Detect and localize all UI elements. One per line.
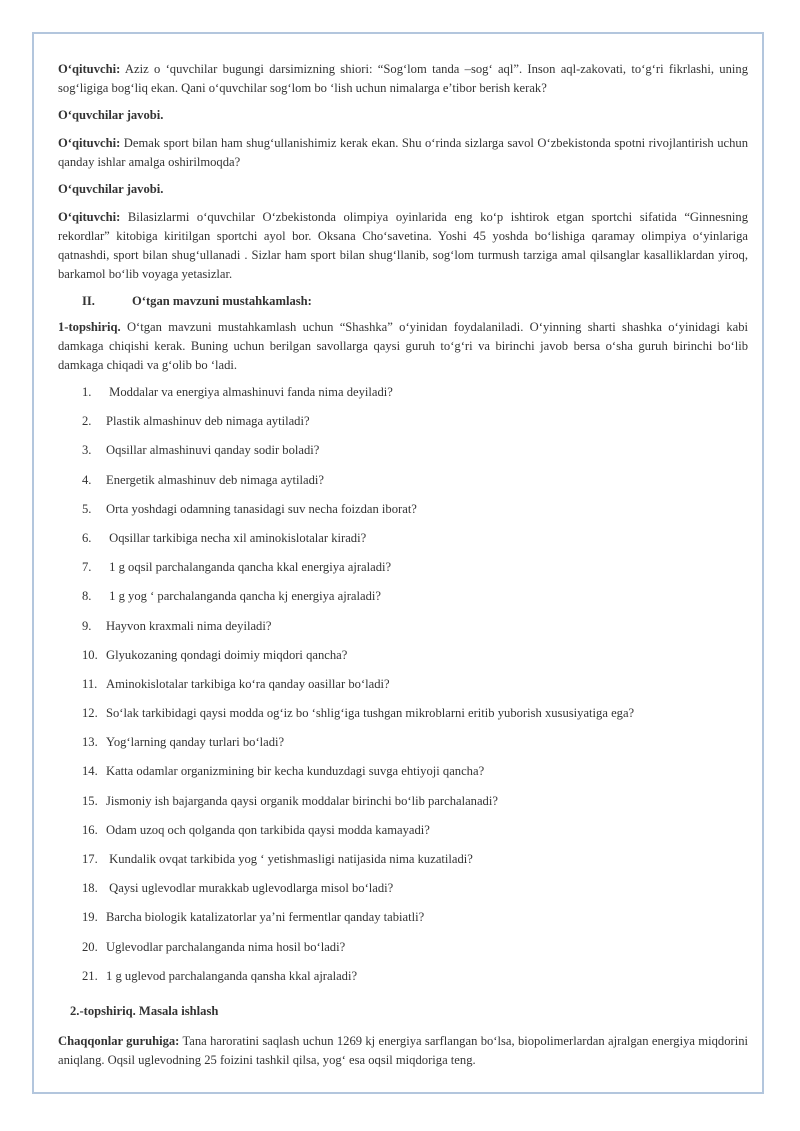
question-text: Plastik almashinuv deb nimaga aytiladi? bbox=[106, 414, 310, 429]
speaker-label: O‘qituvchi: bbox=[58, 210, 121, 224]
speech-text: Bilasizlarmi o‘quvchilar O‘zbekistonda olimpiya oyinlarida eng ko‘p ishtirok etgan sportchi sifatida “Ginnesning rekordlar” kitobiga kiritilgan sportchi ayol bor. Oksana Cho‘savetina. Yoshi 45 yoshda bo‘lishiga qaramay olimpiya o‘yinlariga qatnashdi, sport bilan shug‘ullanadi . Sizlar ham sport bilan shug‘llanib, sog‘lom turmush tarziga amal qilsanglar kasalliklardan yiroq, barkamol bo‘lib voyaga yetasizlar. bbox=[58, 210, 748, 281]
question-number: 5. bbox=[82, 501, 92, 516]
group-task-text: Tana haroratini saqlash uchun 1269 kj energiya sarflangan bo‘lsa, biopolimerlardan ajralgan energiya miqdorini aniqlang. Oqsil uglevodning 25 foizini tashkil qilsa, yog‘ esa oqsil miqdoriga teng. bbox=[58, 1033, 748, 1067]
question-text: Kundalik ovqat tarkibida yog ‘ yetishmasligi natijasida nima kuzatiladi? bbox=[106, 852, 473, 866]
question-item bbox=[82, 675, 748, 704]
question-item bbox=[82, 733, 748, 762]
question-number: 19. bbox=[82, 910, 98, 925]
question-number: 21. bbox=[82, 968, 98, 983]
question-text: Oqsillar almashinuvi qanday sodir boladi? bbox=[106, 443, 320, 458]
teacher-paragraph-1 bbox=[58, 60, 748, 98]
students-answer-1: O‘quvchilar javobi. bbox=[58, 108, 164, 122]
question-text: Aminokislotalar tarkibiga ko‘ra qanday oasillar bo‘ladi? bbox=[106, 676, 390, 691]
question-item bbox=[82, 471, 748, 500]
question-number: 7. bbox=[82, 560, 92, 575]
question-item bbox=[82, 441, 748, 470]
question-text: 1 g yog ‘ parchalanganda qancha kj energiya ajraladi? bbox=[106, 589, 381, 604]
question-text: Jismoniy ish bajarganda qaysi organik moddalar birinchi bo‘lib parchalanadi? bbox=[106, 793, 498, 808]
question-number: 8. bbox=[82, 589, 92, 604]
question-text: Uglevodlar parchalanganda nima hosil bo‘ladi? bbox=[106, 939, 346, 954]
group-label: Chaqqonlar guruhiga: bbox=[58, 1033, 180, 1048]
question-text: Odam uzoq och qolganda qon tarkibida qaysi modda kamayadi? bbox=[106, 822, 430, 837]
question-number: 9. bbox=[82, 618, 92, 633]
students-answer-2: O‘quvchilar javobi. bbox=[58, 182, 164, 196]
question-text: Hayvon kraxmali nima deyiladi? bbox=[106, 618, 272, 633]
section-heading bbox=[82, 292, 748, 311]
question-item bbox=[82, 792, 748, 821]
section-number: II. bbox=[82, 294, 95, 308]
question-text: Energetik almashinuv deb nimaga aytiladi? bbox=[106, 472, 324, 487]
speaker-label: O‘qituvchi: bbox=[58, 136, 121, 150]
question-item bbox=[82, 879, 748, 908]
question-item bbox=[82, 762, 748, 791]
question-item bbox=[82, 967, 748, 996]
group-task-paragraph bbox=[58, 1032, 748, 1070]
question-text: Oqsillar tarkibiga necha xil aminokislotalar kiradi? bbox=[106, 530, 367, 545]
question-number: 3. bbox=[82, 443, 92, 458]
teacher-paragraph-3 bbox=[58, 208, 748, 284]
section-title: O‘tgan mavzuni mustahkamlash: bbox=[132, 294, 312, 308]
question-item bbox=[82, 558, 748, 587]
task1-text: O‘tgan mavzuni mustahkamlash uchun “Shashka” o‘yinidan foydalaniladi. O‘yinning sharti shashka o‘yinidagi kabi damkaga chiqishi kerak. Buning uchun berilgan savollarga qaysi guruh to‘g‘ri va birinchi javob bersa o‘sha guruh birinchi bo‘lib damkaga chiqadi va g‘olib bo ‘ladi. bbox=[58, 320, 748, 372]
question-number: 10. bbox=[82, 647, 98, 662]
question-item bbox=[82, 500, 748, 529]
speech-text: Demak sport bilan ham shug‘ullanishimiz kerak ekan. Shu o‘rinda sizlarga savol O‘zbekistonda spotni rivojlantirish uchun qanday ishlar amalga oshirilmoqda? bbox=[58, 136, 748, 169]
question-number: 14. bbox=[82, 764, 98, 779]
task1-paragraph bbox=[58, 318, 748, 375]
question-item bbox=[82, 850, 748, 879]
question-number: 2. bbox=[82, 414, 92, 429]
question-number: 4. bbox=[82, 472, 92, 487]
task1-label: 1-topshiriq. bbox=[58, 320, 121, 334]
question-number: 16. bbox=[82, 822, 98, 837]
question-item bbox=[82, 529, 748, 558]
teacher-paragraph-2 bbox=[58, 134, 748, 172]
question-item bbox=[82, 587, 748, 616]
question-item bbox=[82, 908, 748, 937]
task2-heading: 2.-topshiriq. Masala ishlash bbox=[70, 1003, 219, 1018]
question-item bbox=[82, 704, 748, 733]
question-text: Glyukozaning qondagi doimiy miqdori qancha? bbox=[106, 647, 348, 662]
speech-text: Aziz o ‘quvchilar bugungi darsimizning shiori: “Sog‘lom tanda –sog‘ aql”. Inson aql-zakovati, to‘g‘ri fikrlashi, uning sog‘ligiga bog‘liq ekan. Qani o‘quvchilar sog‘lom bo ‘lish uchun nimalarga e’tibor berish kerak? bbox=[58, 62, 748, 95]
question-text: 1 g uglevod parchalanganda qansha kkal ajraladi? bbox=[106, 968, 358, 983]
question-text: Qaysi uglevodlar murakkab uglevodlarga misol bo‘ladi? bbox=[106, 881, 394, 896]
speaker-label: O‘qituvchi: bbox=[58, 62, 121, 76]
question-item bbox=[82, 938, 748, 967]
question-number: 1. bbox=[82, 385, 92, 399]
question-number: 6. bbox=[82, 530, 92, 545]
question-item bbox=[82, 821, 748, 850]
question-number: 13. bbox=[82, 735, 98, 750]
question-item bbox=[82, 412, 748, 441]
question-text: 1 g oqsil parchalanganda qancha kkal energiya ajraladi? bbox=[106, 560, 392, 575]
question-number: 11. bbox=[82, 676, 98, 691]
question-item bbox=[82, 617, 748, 646]
question-list bbox=[58, 383, 748, 996]
question-item bbox=[82, 646, 748, 675]
question-text: Yog‘larning qanday turlari bo‘ladi? bbox=[106, 735, 285, 750]
question-text: Barcha biologik katalizatorlar ya’ni fermentlar qanday tabiatli? bbox=[106, 910, 425, 925]
question-number: 12. bbox=[82, 706, 98, 721]
question-number: 18. bbox=[82, 881, 98, 896]
question-text: Orta yoshdagi odamning tanasidagi suv necha foizdan iborat? bbox=[106, 501, 417, 516]
document-body bbox=[58, 60, 748, 1078]
question-text: Moddalar va energiya almashinuvi fanda nima deyiladi? bbox=[106, 385, 393, 399]
question-number: 20. bbox=[82, 939, 98, 954]
question-number: 17. bbox=[82, 852, 98, 866]
question-text: Katta odamlar organizmining bir kecha kunduzdagi suvga ehtiyoji qancha? bbox=[106, 764, 485, 779]
question-number: 15. bbox=[82, 793, 98, 808]
question-text: So‘lak tarkibidagi qaysi modda og‘iz bo ‘shlig‘iga tushgan mikroblarni eritib yuborish xususiyatiga ega? bbox=[106, 706, 635, 721]
question-item bbox=[82, 383, 748, 412]
